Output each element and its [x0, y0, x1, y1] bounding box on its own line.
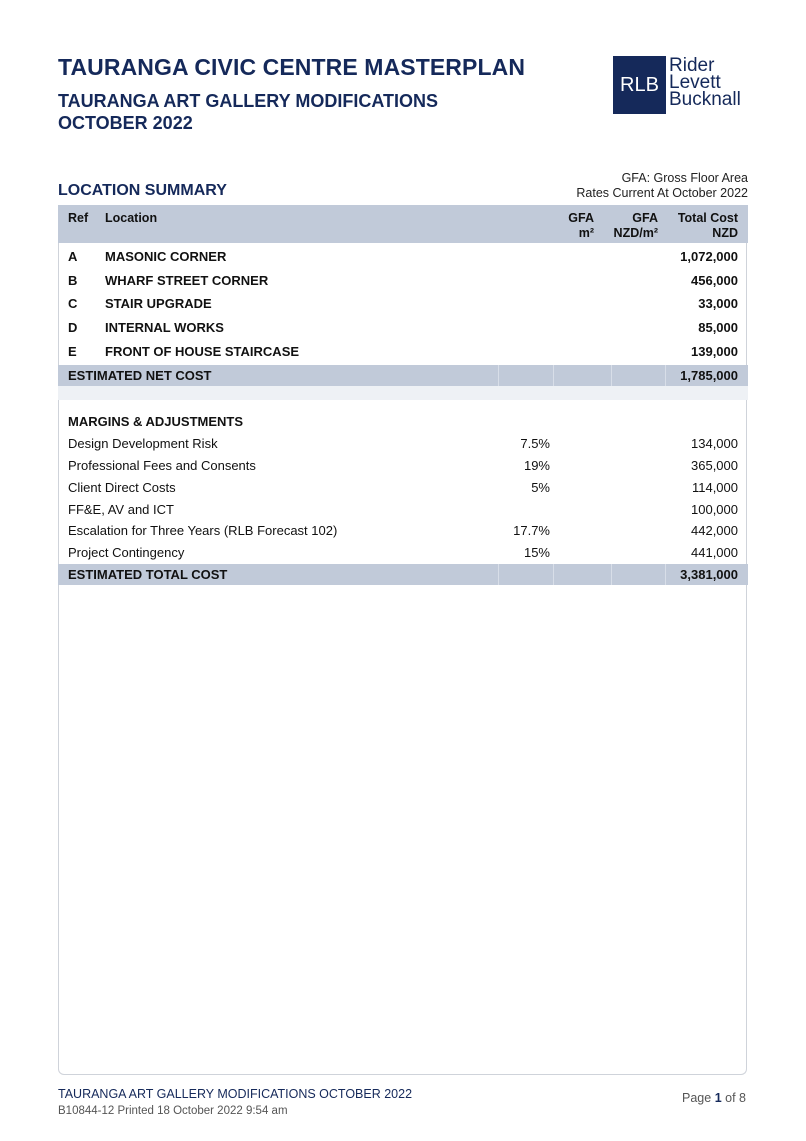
- header-location: Location: [105, 211, 158, 225]
- margin-name: FF&E, AV and ICT: [68, 502, 174, 517]
- row-ref: B: [68, 273, 78, 288]
- row-cost: 139,000: [691, 344, 738, 359]
- margin-row: [58, 519, 748, 542]
- row-ref: D: [68, 320, 78, 335]
- total-cost-row: [58, 564, 748, 585]
- header-rate-l2: NZD/m²: [613, 226, 658, 240]
- margin-row: [58, 454, 748, 477]
- total-cost-value: 3,381,000: [680, 567, 738, 582]
- row-ref: A: [68, 249, 78, 264]
- page-number: 1: [714, 1091, 722, 1105]
- margin-value: 441,000: [691, 545, 738, 560]
- row-cost: 85,000: [698, 320, 738, 335]
- table-row: [58, 292, 748, 315]
- subtitle-line-1: TAURANGA ART GALLERY MODIFICATIONS: [58, 91, 438, 111]
- margin-value: 365,000: [691, 458, 738, 473]
- margin-name: Escalation for Three Years (RLB Forecast 102): [68, 523, 338, 538]
- rlb-logo: [613, 56, 741, 114]
- gfa-note-line-2: Rates Current At October 2022: [576, 186, 748, 200]
- table-row: [58, 340, 748, 363]
- table-row: [58, 245, 748, 268]
- footer-print-info: B10844-12 Printed 18 October 2022 9:54 am: [58, 1105, 288, 1117]
- row-location: FRONT OF HOUSE STAIRCASE: [105, 344, 300, 359]
- row-location: STAIR UPGRADE: [105, 296, 212, 311]
- report-title: TAURANGA CIVIC CENTRE MASTERPLAN: [58, 54, 526, 80]
- header-gfa: [568, 211, 594, 241]
- margin-pct: 17.7%: [513, 523, 550, 538]
- row-location: WHARF STREET CORNER: [105, 273, 269, 288]
- column-divider: [611, 365, 612, 386]
- header-cost-l2: NZD: [712, 226, 738, 240]
- footer-doc-title: TAURANGA ART GALLERY MODIFICATIONS OCTOBER 2022: [58, 1087, 413, 1101]
- table-header: [58, 205, 748, 243]
- subtitle-line-2: OCTOBER 2022: [58, 113, 193, 133]
- header-gfa-l1: GFA: [568, 211, 594, 225]
- column-divider: [498, 365, 499, 386]
- margin-pct: 15%: [523, 545, 550, 560]
- page-indicator: [682, 1091, 746, 1105]
- net-cost-label: ESTIMATED NET COST: [68, 368, 212, 383]
- row-ref: C: [68, 296, 78, 311]
- margin-pct: 5%: [531, 480, 550, 495]
- row-cost: 33,000: [698, 296, 738, 311]
- margin-value: 114,000: [691, 480, 738, 495]
- net-cost-row: [58, 365, 748, 386]
- column-divider: [553, 564, 554, 585]
- margins-title: [58, 410, 748, 433]
- table-row: [58, 269, 748, 292]
- logo-word-1: Rider: [669, 55, 715, 76]
- row-location: MASONIC CORNER: [105, 249, 227, 264]
- row-location: INTERNAL WORKS: [105, 320, 224, 335]
- column-divider: [498, 564, 499, 585]
- margin-name: Professional Fees and Consents: [68, 458, 256, 473]
- header-cost-l1: Total Cost: [677, 211, 738, 225]
- logo-wordmark: [669, 56, 741, 114]
- column-divider: [553, 365, 554, 386]
- margin-name: Project Contingency: [68, 545, 185, 560]
- margin-value: 134,000: [691, 436, 738, 451]
- separator-band: [58, 386, 748, 400]
- header-total-cost: [678, 211, 738, 241]
- page-prefix: Page: [682, 1091, 712, 1105]
- column-divider: [611, 564, 612, 585]
- margin-row: [58, 476, 748, 499]
- column-divider: [665, 564, 666, 585]
- net-cost-value: 1,785,000: [680, 368, 738, 383]
- row-cost: 456,000: [691, 273, 738, 288]
- logo-word-3: Bucknall: [669, 89, 741, 110]
- margin-row: [58, 541, 748, 564]
- report-subtitle: [58, 90, 438, 134]
- page-total: of 8: [725, 1091, 746, 1105]
- margin-value: 442,000: [691, 523, 738, 538]
- header-rate-l1: GFA: [632, 211, 658, 225]
- logo-mark: RLB: [613, 56, 666, 114]
- margin-row: [58, 498, 748, 521]
- header-ref: Ref: [68, 211, 89, 225]
- margin-row: [58, 432, 748, 455]
- margin-value: 100,000: [691, 502, 738, 517]
- column-divider: [665, 365, 666, 386]
- gfa-note: [576, 171, 748, 201]
- margin-name: Client Direct Costs: [68, 480, 176, 495]
- header-gfa-l2: m²: [578, 226, 594, 240]
- margin-pct: 19%: [523, 458, 550, 473]
- margin-name: Design Development Risk: [68, 436, 218, 451]
- section-title: LOCATION SUMMARY: [58, 182, 227, 199]
- total-cost-label: ESTIMATED TOTAL COST: [68, 567, 228, 582]
- row-ref: E: [68, 344, 77, 359]
- row-cost: 1,072,000: [680, 249, 738, 264]
- table-row: [58, 316, 748, 339]
- margins-title-text: MARGINS & ADJUSTMENTS: [68, 414, 244, 429]
- header-rate: [614, 211, 658, 241]
- logo-word-2: Levett: [669, 72, 721, 93]
- margin-pct: 7.5%: [520, 436, 550, 451]
- gfa-note-line-1: GFA: Gross Floor Area: [621, 171, 748, 185]
